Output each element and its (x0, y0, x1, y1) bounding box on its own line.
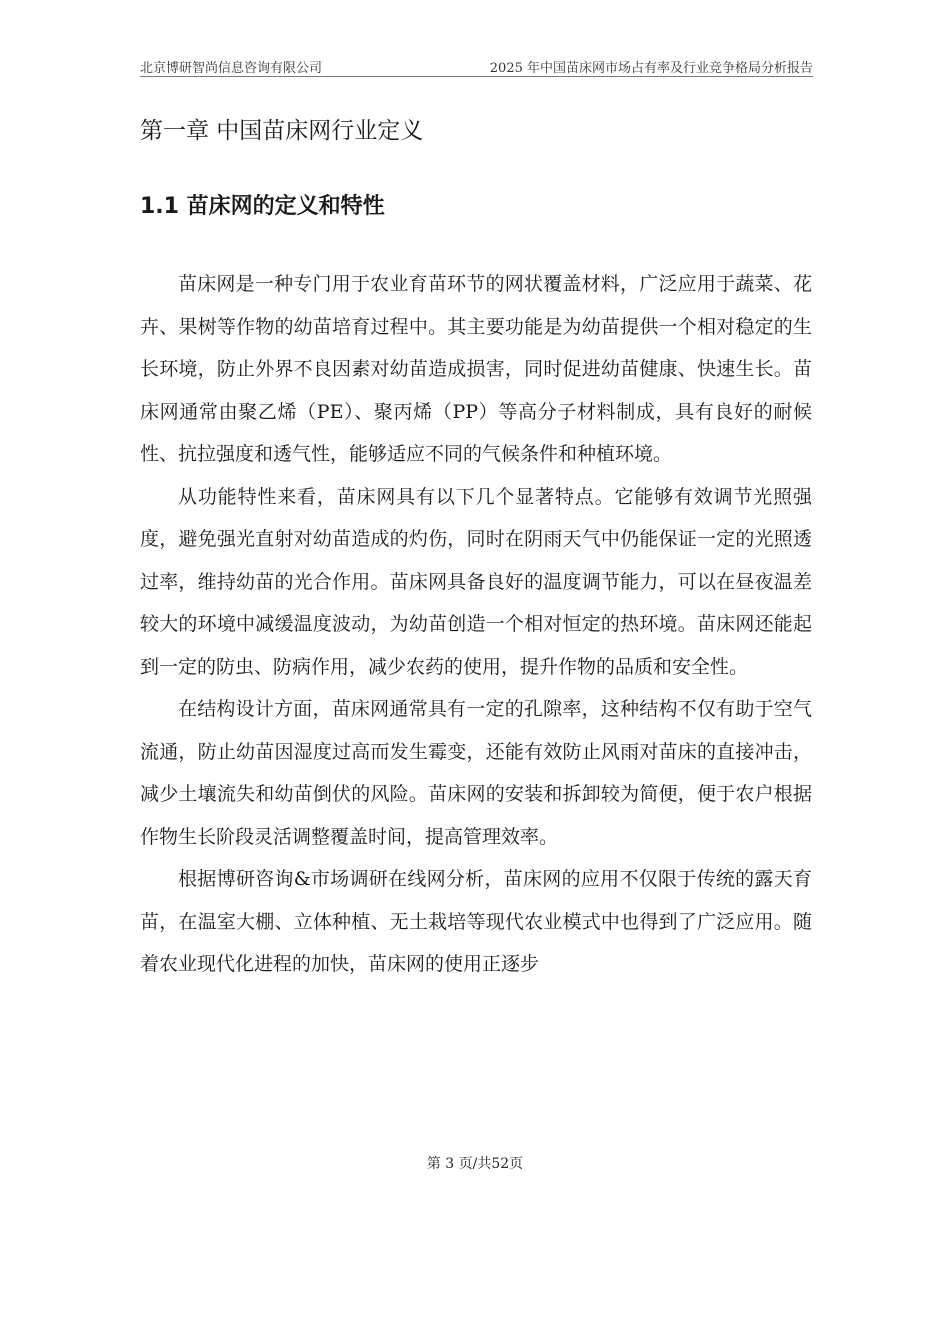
section-title: 1.1 苗床网的定义和特性 (140, 194, 385, 219)
paragraph-1: 苗床网是一种专门用于农业育苗环节的网状覆盖材料，广泛应用于蔬菜、花卉、果树等作物的幼苗培育过程中。其主要功能是为幼苗提供一个相对稳定的生长环境，防止外界不良因素对幼苗造成损害，同时促进幼苗健康、快速生长。苗床网通常由聚乙烯（PE）、聚丙烯（PP）等高分子材料制成，具有良好的耐候性、抗拉强度和透气性，能够适应不同的气候条件和种植环境。 (140, 273, 812, 465)
page-number: 第 3 页/共52页 (426, 1156, 524, 1172)
page-header (140, 56, 813, 77)
header-company-name: 北京博研智尚信息咨询有限公司 (140, 61, 323, 76)
body-text (140, 263, 812, 986)
header-report-title: 2025 年中国苗床网市场占有率及行业竞争格局分析报告 (489, 61, 813, 76)
paragraph-4: 根据博研咨询&市场调研在线网分析，苗床网的应用不仅限于传统的露天育苗，在温室大棚、立体种植、无土栽培等现代农业模式中也得到了广泛应用。随着农业现代化进程的加快，苗床网的使用正逐步 (140, 868, 812, 975)
paragraph-2: 从功能特性来看，苗床网具有以下几个显著特点。它能够有效调节光照强度，避免强光直射对幼苗造成的灼伤，同时在阴雨天气中仍能保证一定的光照透过率，维持幼苗的光合作用。苗床网具备良好的温度调节能力，可以在昼夜温差较大的环境中减缓温度波动，为幼苗创造一个相对恒定的热环境。苗床网还能起到一定的防虫、防病作用，减少农药的使用，提升作物的品质和安全性。 (140, 485, 812, 678)
paragraph-3: 在结构设计方面，苗床网通常具有一定的孔隙率，这种结构不仅有助于空气流通，防止幼苗因湿度过高而发生霉变，还能有效防止风雨对苗床的直接冲击，减少土壤流失和幼苗倒伏的风险。苗床网的安装和拆卸较为简便，便于农户根据作物生长阶段灵活调整覆盖时间，提高管理效率。 (140, 698, 812, 848)
chapter-title: 第一章 中国苗床网行业定义 (140, 118, 424, 144)
